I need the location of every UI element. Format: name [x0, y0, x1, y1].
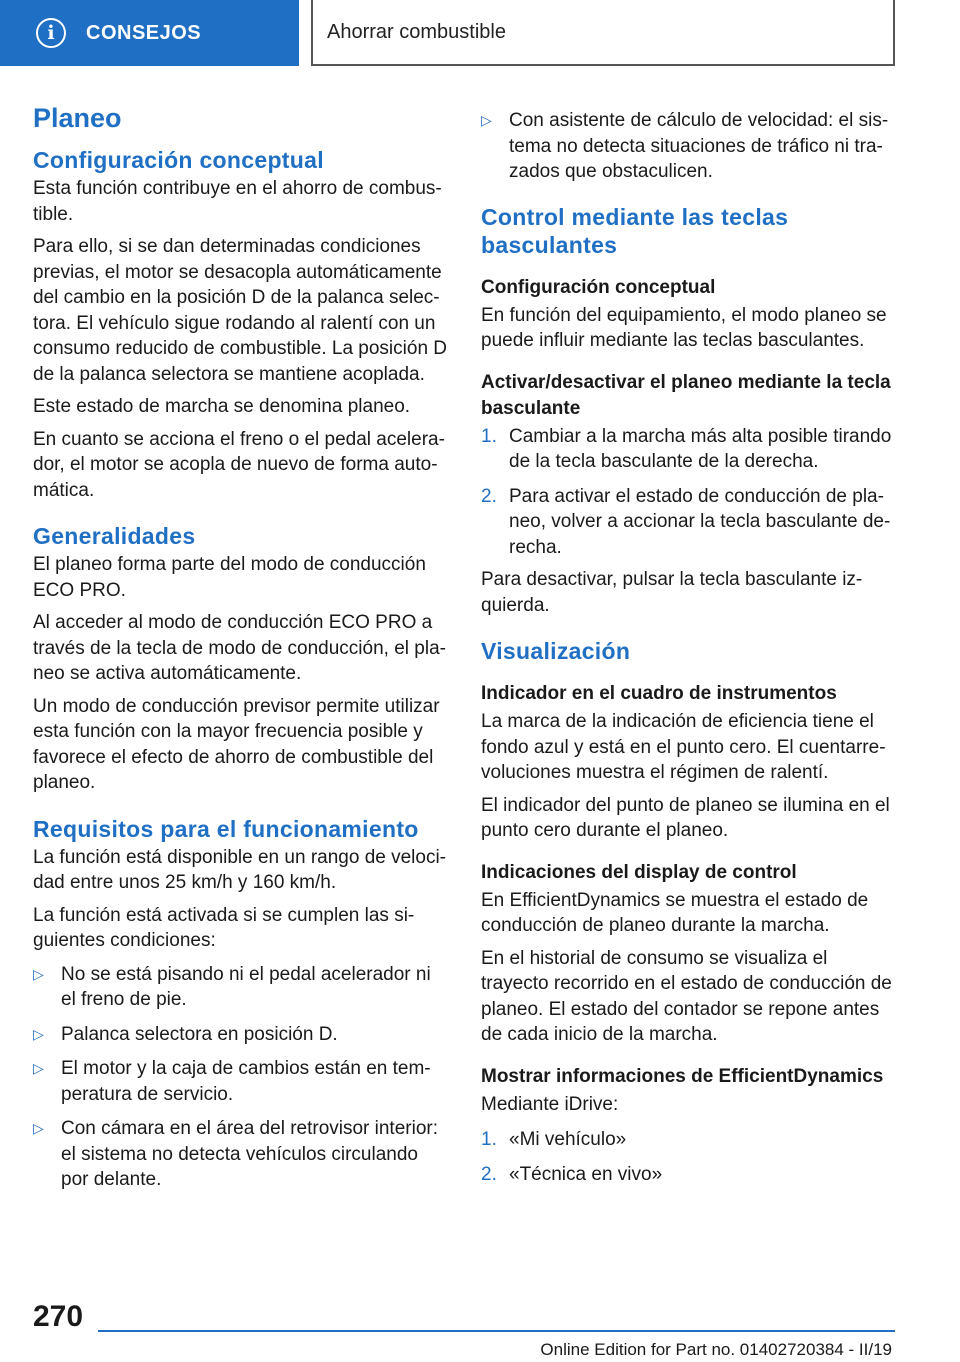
list-item: 2. Para activar el estado de conducción de pla-neo, volver a accionar la tecla basculante de-recha. [481, 485, 891, 558]
topic-box [311, 0, 895, 66]
paragraph: La marca de la indicación de eficiencia tiene el fondo azul y está en el punto cero. El cuentarre-voluciones muestra el régimen de ralentí. [481, 711, 886, 783]
paragraph: El planeo forma parte del modo de conducción ECO PRO. [33, 554, 426, 601]
section-label: CONSEJOS [86, 21, 202, 44]
paragraph: La función está disponible en un rango de veloci-dad entre unos 25 km/h y 160 km/h. [33, 846, 447, 893]
heading-generalidades: Generalidades [33, 523, 196, 549]
heading-requisitos: Requisitos para el funcionamiento [33, 815, 419, 842]
step-number: 1. [481, 425, 497, 447]
left-column [33, 96, 448, 1202]
list-item: 1. Cambiar a la marcha más alta posible tirando de la tecla basculante de la derecha. [481, 425, 892, 472]
paragraph: En cuanto se acciona el freno o el pedal acelera-dor, el motor se acopla de nuevo de forma auto-mática. [33, 428, 445, 501]
paragraph: Esta función contribuye en el ahorro de combus-tible. [33, 178, 442, 225]
list-item: ▷ Con cámara en el área del retrovisor interior: el sistema no detecta vehículos circulando por delante. [33, 1118, 439, 1190]
requirements-list-continued [481, 108, 897, 185]
paragraph: En el historial de consumo se visualiza el trayecto recorrido en el estado de conducción de planeo. El estado del contador se repone antes de cada inicio de la marcha. [481, 947, 892, 1045]
page-header [0, 0, 960, 66]
topic-title: Ahorrar combustible [327, 20, 506, 43]
step-number: 1. [481, 1129, 497, 1150]
list-item: ▷ No se está pisando ni el pedal acelerador ni el freno de pie. [33, 963, 431, 1010]
paragraph: En EfficientDynamics se muestra el estado de conducción de planeo durante la marcha. [481, 889, 869, 936]
edition-note: Online Edition for Part no. 01402720384 - II/19 [540, 1340, 892, 1359]
triangle-bullet-icon: ▷ [481, 112, 492, 128]
heading-teclas-basculantes: Control mediante las teclas basculantes [481, 203, 789, 258]
paragraph: Este estado de marcha se denomina planeo. [33, 396, 411, 417]
triangle-bullet-icon: ▷ [33, 1060, 44, 1076]
page-number: 270 [33, 1300, 84, 1333]
subheading: Activar/desactivar el planeo mediante la tecla basculante [481, 371, 891, 419]
list-item: ▷ Palanca selectora en posición D. [33, 1022, 448, 1048]
requirements-list [33, 962, 448, 1193]
triangle-bullet-icon: ▷ [33, 1120, 44, 1136]
paragraph: Mediante iDrive: [481, 1093, 619, 1115]
triangle-bullet-icon: ▷ [33, 965, 44, 982]
paragraph: La función está activada si se cumplen las si-guientes condiciones: [33, 904, 415, 951]
subheading: Indicaciones del display de control [481, 861, 797, 883]
heading-visualizacion: Visualización [481, 638, 631, 664]
subheading: Indicador en el cuadro de instrumentos [481, 683, 837, 704]
step-number: 2. [481, 485, 497, 507]
idrive-steps-list [481, 1127, 897, 1187]
footer-divider [98, 1330, 895, 1332]
list-item: 2. «Técnica en vivo» [481, 1162, 897, 1188]
paragraph: Un modo de conducción previsor permite utilizar esta función con la mayor frecuencia posible y favorece el efecto de ahorro de combustible del planeo. [33, 695, 440, 793]
list-item: ▷ Con asistente de cálculo de velocidad: el sis-tema no detecta situaciones de tráfico ni tra-zados que obstaculicen. [481, 110, 889, 182]
paragraph: Al acceder al modo de conducción ECO PRO a través de la tecla de modo de conducción, el pla-neo se activa automáticamente. [33, 612, 446, 684]
paragraph: En función del equipamiento, el modo planeo se puede influir mediante las teclas basculantes. [481, 304, 887, 351]
steps-list [481, 424, 897, 561]
paragraph: Para desactivar, pulsar la tecla basculante iz-quierda. [481, 569, 863, 616]
paragraph: El indicador del punto de planeo se ilumina en el punto cero durante el planeo. [481, 794, 890, 841]
list-item: ▷ El motor y la caja de cambios están en tem-peratura de servicio. [33, 1058, 431, 1105]
heading-configuracion: Configuración conceptual [33, 147, 324, 173]
list-item: 1. «Mi vehículo» [481, 1127, 897, 1153]
section-tab [0, 0, 299, 66]
subheading: Mostrar informaciones de EfficientDynamics [481, 1065, 884, 1087]
info-icon: i [36, 18, 66, 48]
paragraph: Para ello, si se dan determinadas condiciones previas, el motor se desacopla automáticamente del cambio en la posición D de la palanca selec-tora. El vehículo sigue rodando al ralentí con un consumo reducido de combustible. La posición D de la palanca selectora se mantiene acoplada. [33, 236, 448, 385]
subheading: Configuración conceptual [481, 276, 716, 298]
page-title: Planeo [33, 103, 122, 133]
triangle-bullet-icon: ▷ [33, 1025, 44, 1042]
step-number: 2. [481, 1163, 497, 1185]
right-column [481, 96, 897, 1196]
